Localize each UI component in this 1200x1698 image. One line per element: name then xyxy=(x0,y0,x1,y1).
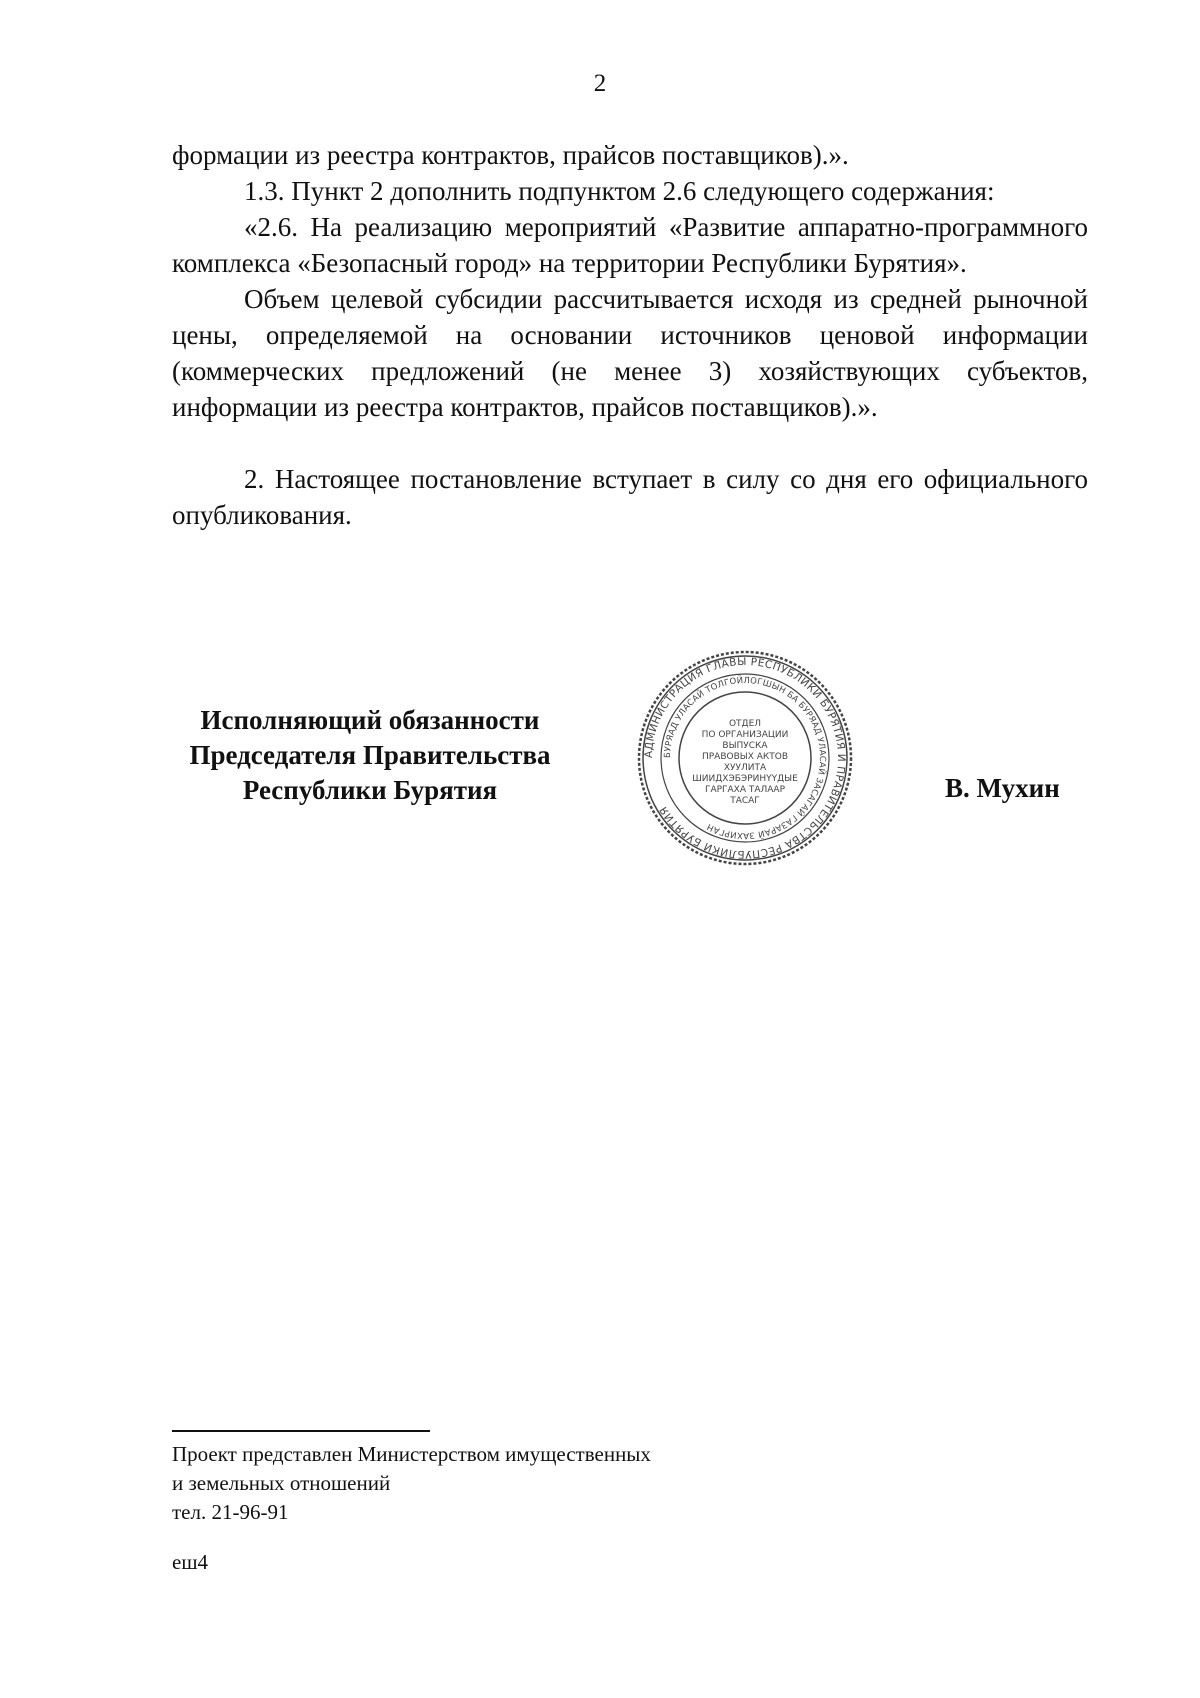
signatory-name: В. Мухин xyxy=(945,773,1060,803)
seal-center-line: ПО ОРГАНИЗАЦИИ xyxy=(701,730,789,740)
footnote-divider xyxy=(172,1430,430,1432)
signatory-title-line-3: Республики Бурятия xyxy=(242,775,498,805)
official-seal xyxy=(635,648,855,868)
seal-outer-text: АДМИНИСТРАЦИЯ ГЛАВЫ РЕСПУБЛИКИ БУРЯТИЯ И ПРАВИТЕЛЬСТВА РЕСПУБЛИКИ БУРЯТИЯ xyxy=(642,655,848,861)
paragraph-continuation: формации из реестра контрактов, прайсов поставщиков).». xyxy=(172,140,849,170)
seal-center-line: ГАРГАХА ТАЛААР xyxy=(704,785,786,795)
signatory-title xyxy=(170,703,570,808)
seal-center-line: ОТДЕЛ xyxy=(728,719,762,729)
seal-center-line: ХУУЛИТА xyxy=(723,763,767,773)
footnote-line-2: и земельных отношений xyxy=(172,1471,391,1495)
seal-center-line: ШИИДХЭБЭРИНҮҮДЫЕ xyxy=(692,774,798,784)
page-number: 2 xyxy=(593,70,607,97)
seal-center-line: ТАСАГ xyxy=(730,796,760,806)
footnote-line-1: Проект представлен Министерством имущественных xyxy=(172,1442,651,1466)
document-body xyxy=(172,137,1088,533)
seal-center-line: ВЫПУСКА xyxy=(722,741,768,751)
paragraph-entry-into-force: 2. Настоящее постановление вступает в силу со дня его официального опубликования. xyxy=(172,464,1088,530)
paragraph-subitem-2-6: «2.6. На реализацию мероприятий «Развитие аппаратно-программного комплекса «Безопасный город» на территории Республики Бурятия». xyxy=(172,212,1088,278)
signatory-title-line-1: Исполняющий обязанности xyxy=(200,705,540,735)
signatory-title-line-2: Председателя Правительства xyxy=(189,740,551,770)
paragraph-item-1-3: 1.3. Пункт 2 дополнить подпунктом 2.6 следующего содержания: xyxy=(244,176,995,206)
document-code: еш4 xyxy=(172,1550,208,1574)
seal-center-line: ПРАВОВЫХ АКТОВ xyxy=(701,752,789,762)
footnote-phone: тел. 21-96-91 xyxy=(172,1500,289,1524)
paragraph-subsidy-volume: Объем целевой субсидии рассчитывается исходя из средней рыночной цены, определяемой на основании источников ценовой информации (коммерческих предложений (не менее 3) хозяйствующих субъектов, информации из реестра контрактов, прайсов поставщиков).». xyxy=(172,284,1088,422)
seal-inner-text: БУРЯАД УЛАСАЙ ТОЛГОЙЛОГШЫН БА БУРЯАД УЛАСАЙ ЗАСАГАЙ ГАЗАРАЙ ЗАХИРГАН xyxy=(662,675,828,841)
footnote xyxy=(172,1440,651,1527)
